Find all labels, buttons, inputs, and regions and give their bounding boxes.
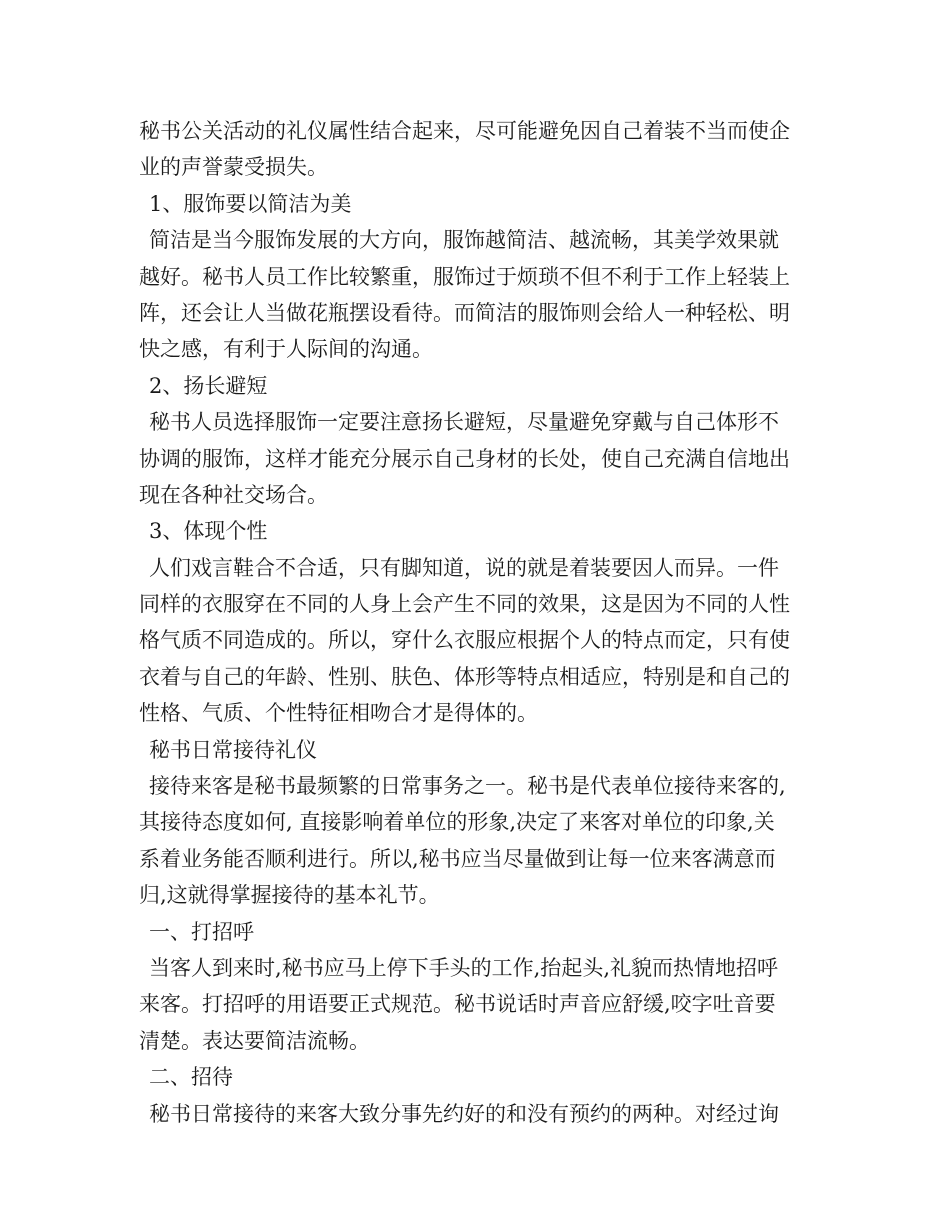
section-heading: 1、服饰要以简洁为美 — [149, 191, 352, 216]
section-heading: 二、招待 — [149, 1065, 233, 1090]
section-heading: 秘书日常接待礼仪 — [149, 737, 317, 762]
text-line: 其接待态度如何, 直接影响着单位的形象,决定了来客对单位的印象,关 — [139, 810, 775, 835]
text-line: 越好。秘书人员工作比较繁重，服饰过于烦琐不但不利于工作上轻装上 — [139, 264, 790, 289]
text-line: 归,这就得掌握接待的基本礼节。 — [139, 883, 440, 908]
section-heading: 一、打招呼 — [149, 919, 254, 944]
text-line: 同样的衣服穿在不同的人身上会产生不同的效果，这是因为不同的人性 — [139, 592, 790, 617]
section-heading: 3、体现个性 — [149, 519, 268, 544]
document-body — [139, 113, 817, 1132]
text-line: 快之感，有利于人际间的沟通。 — [139, 337, 433, 362]
text-line: 人们戏言鞋合不合适，只有脚知道，说的就是着装要因人而异。一件 — [149, 555, 779, 580]
text-line: 业的声誉蒙受损失。 — [139, 155, 328, 180]
section-heading: 2、扬长避短 — [149, 373, 268, 398]
text-line: 现在各种社交场合。 — [139, 482, 328, 507]
text-line: 阵，还会让人当做花瓶摆设看待。而简洁的服饰则会给人一种轻松、明 — [139, 300, 790, 325]
text-line: 协调的服饰，这样才能充分展示自己身材的长处，使自己充满自信地出 — [139, 446, 790, 471]
text-line: 系着业务能否顺利进行。所以,秘书应当尽量做到让每一位来客满意而 — [139, 846, 776, 871]
text-line: 简洁是当今服饰发展的大方向，服饰越简洁、越流畅，其美学效果就 — [149, 228, 779, 253]
text-line: 衣着与自己的年龄、性别、肤色、体形等特点相适应，特别是和自己的 — [139, 664, 790, 689]
text-line: 秘书日常接待的来客大致分事先约好的和没有预约的两种。对经过询 — [149, 1101, 779, 1126]
text-line: 接待来客是秘书最频繁的日常事务之一。秘书是代表单位接待来客的, — [149, 774, 786, 799]
text-line: 秘书人员选择服饰一定要注意扬长避短，尽量避免穿戴与自己体形不 — [149, 410, 779, 435]
text-line: 秘书公关活动的礼仪属性结合起来，尽可能避免因自己着装不当而使企 — [139, 119, 790, 143]
text-line: 格气质不同造成的。所以，穿什么衣服应根据个人的特点而定，只有使 — [139, 628, 790, 653]
text-line: 清楚。表达要简洁流畅。 — [139, 1028, 370, 1053]
text-line: 性格、气质、个性特征相吻合才是得体的。 — [139, 701, 538, 726]
text-line: 来客。打招呼的用语要正式规范。秘书说话时声音应舒缓,咬字吐音要 — [139, 992, 776, 1017]
text-line: 当客人到来时,秘书应马上停下手头的工作,抬起头,礼貌而热情地招呼 — [149, 955, 779, 980]
